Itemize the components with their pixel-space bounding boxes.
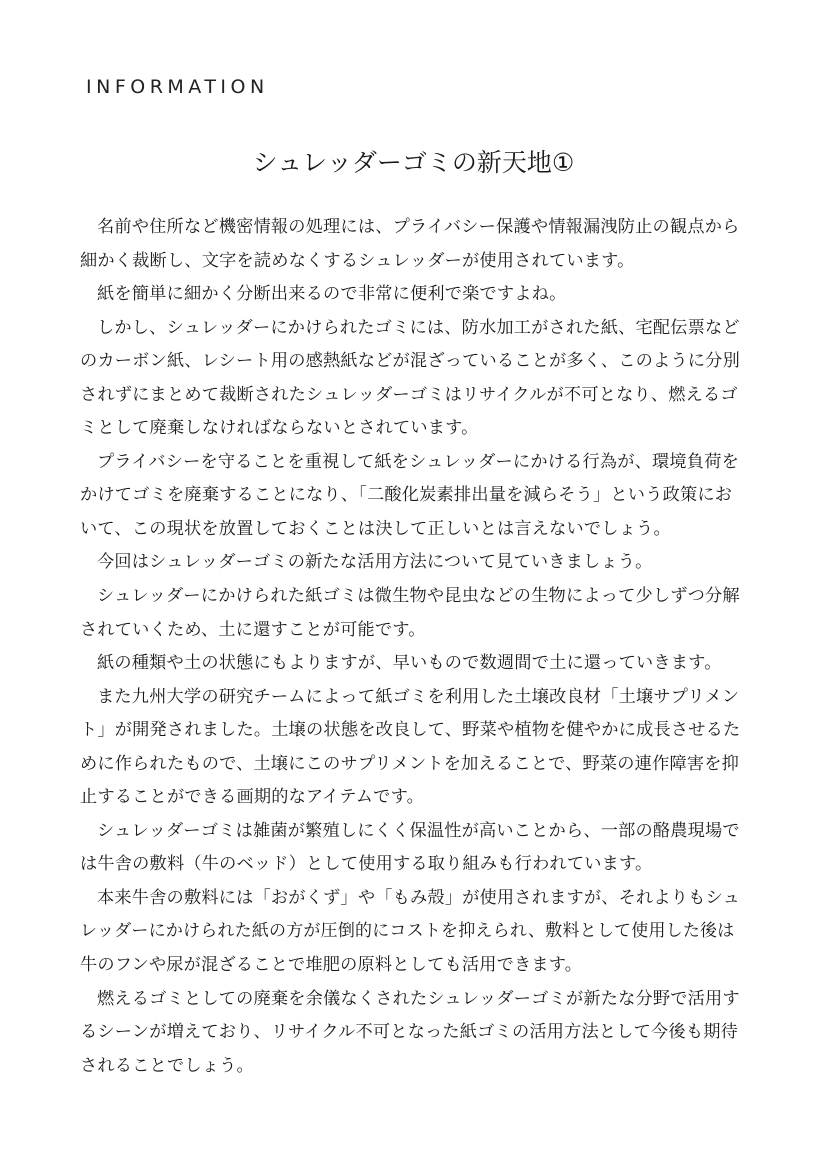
body-line: いて、この現状を放置しておくことは決して正しいとは言えないでしょう。 (80, 518, 671, 539)
body-line: 紙を簡単に細かく分断出来るので非常に便利で楽ですよね。 (97, 284, 567, 305)
body-line: 燃えるゴミとしての廃棄を余儀なくされたシュレッダーゴミが新たな分野で活用す (97, 988, 740, 1009)
body-line: されずにまとめて裁断されたシュレッダーゴミはリサイクルが不可となり、燃えるゴ (80, 384, 738, 405)
body-line: プライバシーを守ることを重視して紙をシュレッダーにかける行為が、環境負荷を (97, 451, 739, 472)
article-title: シュレッダーゴミの新天地① (252, 148, 575, 177)
body-line: 紙の種類や土の状態にもよりますが、早いもので数週間で土に還っていきます。 (97, 653, 722, 674)
body-line: レッダーにかけられた紙の方が圧倒的にコストを抑えられ、敷料として使用した後は (80, 921, 735, 942)
body-line: るシーンが増えており、リサイクル不可となった紙ゴミの活用方法として今後も期待 (80, 1022, 738, 1043)
body-line: のカーボン紙、レシート用の感熱紙などが混ざっていることが多く、このように分別 (80, 351, 740, 372)
body-line: ミとして廃棄しなければならないとされています。 (80, 418, 479, 439)
body-line: 細かく裁断し、文字を読めなくするシュレッダーが使用されています。 (80, 250, 635, 271)
body-line: また九州大学の研究チームによって紙ゴミを利用した土壌改良材「土壌サプリメン (97, 686, 740, 707)
body-line: 名前や住所など機密情報の処理には、プライバシー保護や情報漏洩防止の観点から (97, 217, 740, 237)
section-label: INFORMATION (86, 76, 269, 98)
body-line: シュレッダーにかけられた紙ゴミは微生物や昆虫などの生物によって少しずつ分解 (97, 586, 740, 607)
body-line: されることでしょう。 (80, 1055, 254, 1076)
body-line: は牛舎の敷料（牛のベッド）として使用する取り組みも行われています。 (80, 854, 653, 875)
body-line: かけてゴミを廃棄することになり、「二酸化炭素排出量を減らそう」という政策にお (80, 485, 733, 506)
article-body (80, 211, 740, 1083)
body-line: ト」が開発されました。土壌の状態を改良して、野菜や植物を健やかに成長させるた (80, 720, 741, 741)
body-line: 止することができる画期的なアイテムです。 (80, 787, 424, 808)
body-line: めに作られたもので、土壌にこのサプリメントを加えることで、野菜の連作障害を抑 (80, 753, 740, 774)
body-line: シュレッダーゴミは雑菌が繁殖しにくく保温性が高いことから、一部の酪農現場で (97, 820, 740, 841)
body-line: 今回はシュレッダーゴミの新たな活用方法について見ていきましょう。 (97, 552, 653, 573)
body-line: されていくため、土に還すことが可能です。 (80, 619, 426, 640)
body-line: 牛のフンや尿が混ざることで堆肥の原料としても活用できます。 (80, 955, 583, 976)
body-line: 本来牛舎の敷料には「おがくず」や「もみ殻」が使用されますが、それよりもシュ (97, 887, 740, 908)
body-line: しかし、シュレッダーにかけられたゴミには、防水加工がされた紙、宅配伝票など (97, 317, 740, 338)
